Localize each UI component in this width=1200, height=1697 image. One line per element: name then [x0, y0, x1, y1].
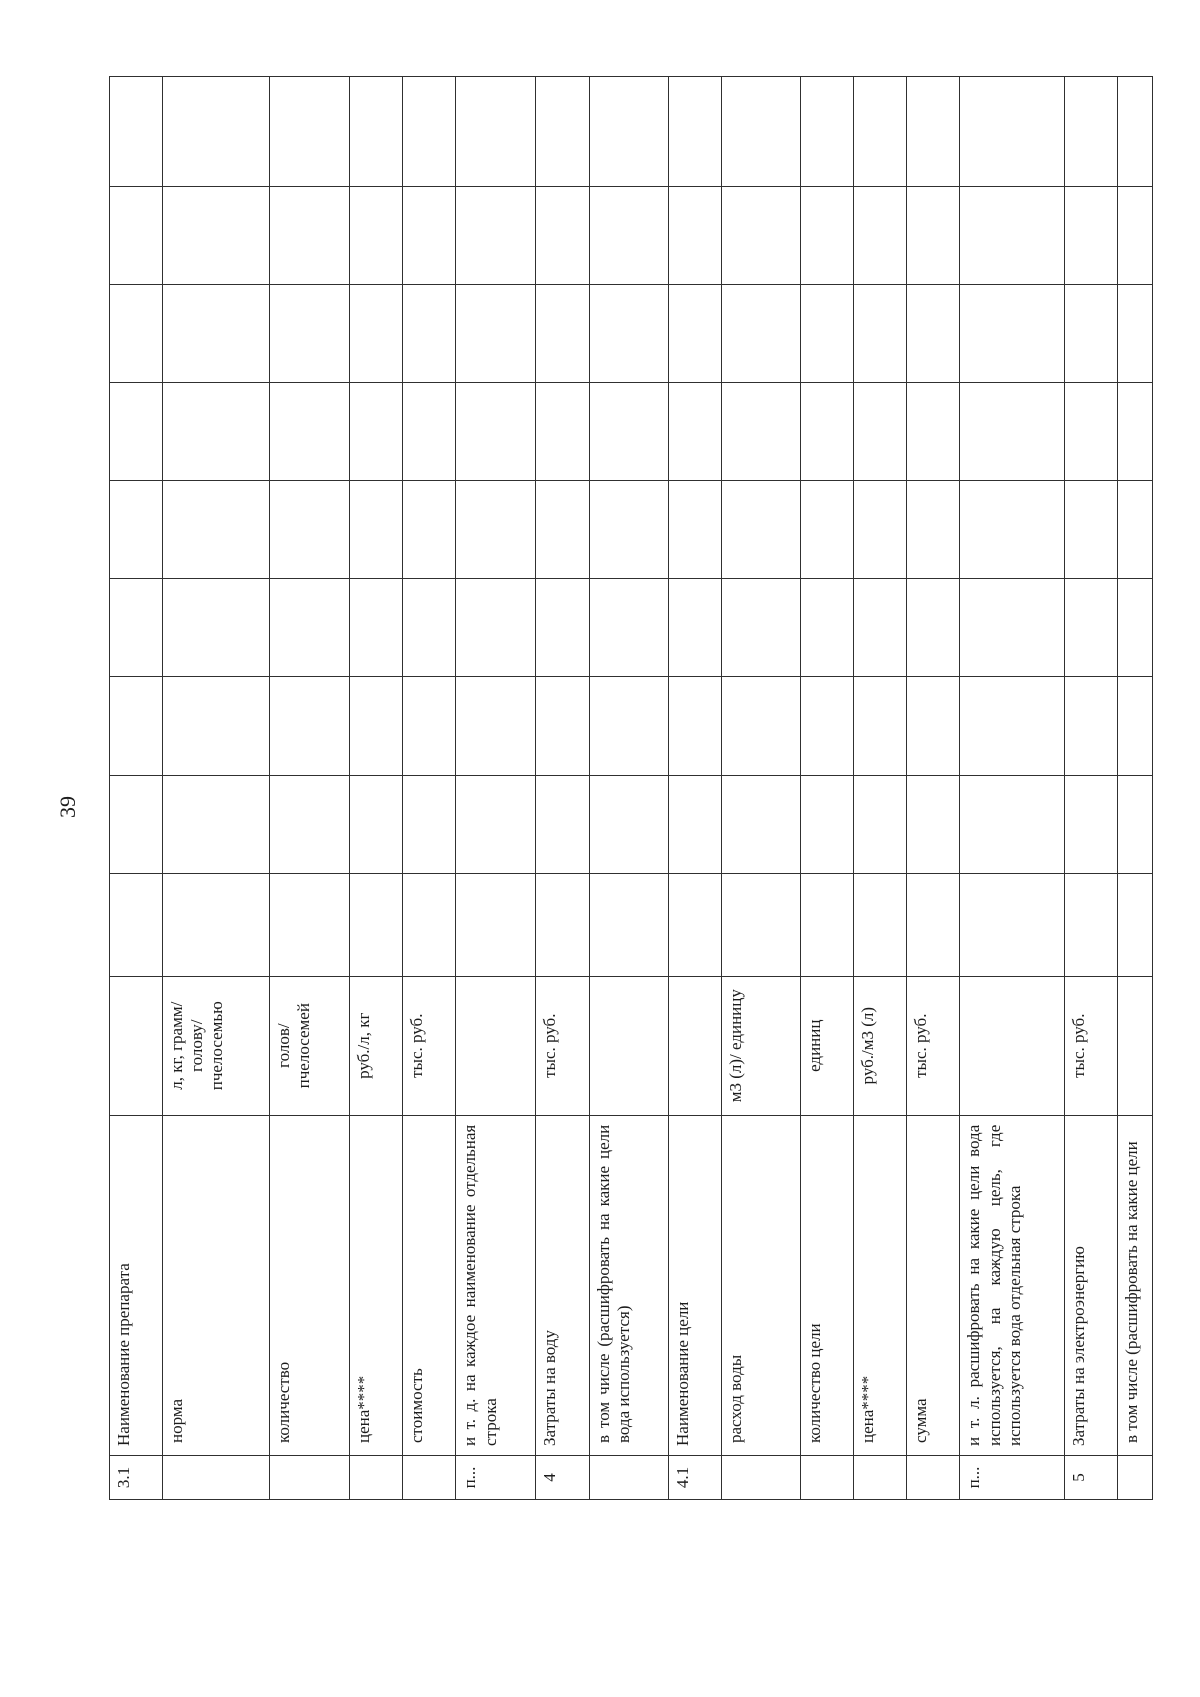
- table-row: [721, 77, 800, 1500]
- value-cell: [349, 383, 402, 481]
- value-cell: [668, 285, 721, 383]
- value-cell: [853, 873, 906, 976]
- value-cell: [536, 677, 589, 775]
- value-cell: [800, 775, 853, 873]
- value-cell: [110, 77, 163, 187]
- value-cell: [269, 77, 349, 187]
- value-cell: [589, 187, 668, 285]
- value-cell: [403, 481, 456, 579]
- row-name-cell: в том числе (расшифровать на какие цели: [1118, 1115, 1153, 1455]
- value-cell: [907, 285, 960, 383]
- row-unit-cell: [668, 976, 721, 1115]
- value-cell: [1064, 481, 1117, 579]
- value-cell: [269, 187, 349, 285]
- value-cell: [456, 77, 536, 187]
- cost-table: [109, 76, 1153, 1500]
- row-unit-cell: тыс. руб.: [907, 976, 960, 1115]
- row-name-cell: Затраты на воду: [536, 1115, 589, 1455]
- value-cell: [536, 775, 589, 873]
- table-row: [456, 77, 536, 1500]
- value-cell: [800, 285, 853, 383]
- value-cell: [960, 677, 1064, 775]
- row-name-cell: цена****: [853, 1115, 906, 1455]
- row-name-cell: количество: [269, 1115, 349, 1455]
- row-unit-cell: [456, 976, 536, 1115]
- row-number-cell: [589, 1455, 668, 1499]
- value-cell: [721, 481, 800, 579]
- value-cell: [1064, 285, 1117, 383]
- value-cell: [1064, 383, 1117, 481]
- value-cell: [456, 285, 536, 383]
- value-cell: [163, 775, 270, 873]
- value-cell: [1064, 873, 1117, 976]
- value-cell: [1118, 677, 1153, 775]
- value-cell: [403, 77, 456, 187]
- value-cell: [589, 677, 668, 775]
- value-cell: [456, 187, 536, 285]
- value-cell: [269, 285, 349, 383]
- value-cell: [907, 677, 960, 775]
- value-cell: [800, 481, 853, 579]
- value-cell: [269, 873, 349, 976]
- value-cell: [800, 873, 853, 976]
- value-cell: [349, 285, 402, 383]
- value-cell: [907, 775, 960, 873]
- table-row: [163, 77, 270, 1500]
- value-cell: [163, 481, 270, 579]
- value-cell: [907, 873, 960, 976]
- table-row: [1064, 77, 1117, 1500]
- value-cell: [536, 873, 589, 976]
- page-number: 39: [55, 796, 80, 818]
- value-cell: [589, 775, 668, 873]
- value-cell: [1118, 187, 1153, 285]
- value-cell: [853, 677, 906, 775]
- value-cell: [403, 187, 456, 285]
- value-cell: [668, 383, 721, 481]
- value-cell: [1118, 285, 1153, 383]
- value-cell: [589, 285, 668, 383]
- value-cell: [110, 873, 163, 976]
- value-cell: [349, 77, 402, 187]
- value-cell: [456, 677, 536, 775]
- value-cell: [853, 579, 906, 677]
- row-unit-cell: [110, 976, 163, 1115]
- value-cell: [1064, 775, 1117, 873]
- row-number-cell: [163, 1455, 270, 1499]
- value-cell: [721, 775, 800, 873]
- value-cell: [536, 187, 589, 285]
- value-cell: [960, 187, 1064, 285]
- row-unit-cell: л, кг, грамм/ голову/ пчелосемью: [163, 976, 270, 1115]
- value-cell: [907, 481, 960, 579]
- value-cell: [110, 481, 163, 579]
- table-row: [269, 77, 349, 1500]
- row-unit-cell: руб./л, кг: [349, 976, 402, 1115]
- row-unit-cell: тыс. руб.: [1064, 976, 1117, 1115]
- row-name-cell: Затраты на электроэнергию: [1064, 1115, 1117, 1455]
- value-cell: [403, 579, 456, 677]
- value-cell: [456, 873, 536, 976]
- value-cell: [853, 187, 906, 285]
- value-cell: [907, 187, 960, 285]
- value-cell: [163, 383, 270, 481]
- value-cell: [721, 873, 800, 976]
- row-number-cell: п...: [960, 1455, 1064, 1499]
- value-cell: [349, 481, 402, 579]
- value-cell: [1118, 579, 1153, 677]
- value-cell: [853, 383, 906, 481]
- row-unit-cell: единиц: [800, 976, 853, 1115]
- value-cell: [668, 579, 721, 677]
- value-cell: [960, 873, 1064, 976]
- value-cell: [668, 775, 721, 873]
- value-cell: [110, 383, 163, 481]
- table-row: [403, 77, 456, 1500]
- value-cell: [110, 579, 163, 677]
- row-number-cell: [403, 1455, 456, 1499]
- value-cell: [668, 187, 721, 285]
- row-unit-cell: [1118, 976, 1153, 1115]
- row-number-cell: [907, 1455, 960, 1499]
- value-cell: [668, 873, 721, 976]
- value-cell: [349, 677, 402, 775]
- value-cell: [163, 77, 270, 187]
- table-row: [536, 77, 589, 1500]
- value-cell: [349, 579, 402, 677]
- value-cell: [960, 77, 1064, 187]
- value-cell: [960, 579, 1064, 677]
- value-cell: [960, 775, 1064, 873]
- value-cell: [269, 579, 349, 677]
- row-number-cell: [269, 1455, 349, 1499]
- value-cell: [668, 77, 721, 187]
- value-cell: [721, 677, 800, 775]
- value-cell: [589, 873, 668, 976]
- value-cell: [269, 775, 349, 873]
- value-cell: [163, 187, 270, 285]
- row-name-cell: в том числе (расшифровать на какие цели вода используется): [589, 1115, 668, 1455]
- value-cell: [269, 677, 349, 775]
- row-name-cell: цена****: [349, 1115, 402, 1455]
- value-cell: [536, 77, 589, 187]
- value-cell: [907, 579, 960, 677]
- value-cell: [1064, 677, 1117, 775]
- value-cell: [456, 579, 536, 677]
- value-cell: [800, 579, 853, 677]
- value-cell: [1064, 579, 1117, 677]
- table-row: [960, 77, 1064, 1500]
- value-cell: [853, 77, 906, 187]
- value-cell: [1064, 187, 1117, 285]
- value-cell: [349, 187, 402, 285]
- value-cell: [721, 77, 800, 187]
- value-cell: [800, 677, 853, 775]
- value-cell: [668, 677, 721, 775]
- value-cell: [721, 383, 800, 481]
- table-row: [907, 77, 960, 1500]
- value-cell: [960, 383, 1064, 481]
- row-unit-cell: [960, 976, 1064, 1115]
- value-cell: [960, 285, 1064, 383]
- row-name-cell: и т. л. расшифровать на какие цели вода используется, на каждую цель, где используется вода отдельная строка: [960, 1115, 1064, 1455]
- row-number-cell: [721, 1455, 800, 1499]
- table-row: [1118, 77, 1153, 1500]
- value-cell: [456, 481, 536, 579]
- row-unit-cell: м3 (л)/ единицу: [721, 976, 800, 1115]
- row-number-cell: 4.1: [668, 1455, 721, 1499]
- value-cell: [110, 775, 163, 873]
- row-unit-cell: тыс. руб.: [403, 976, 456, 1115]
- value-cell: [403, 285, 456, 383]
- value-cell: [1118, 775, 1153, 873]
- row-name-cell: Наименование цели: [668, 1115, 721, 1455]
- value-cell: [536, 481, 589, 579]
- value-cell: [589, 77, 668, 187]
- value-cell: [403, 775, 456, 873]
- table-row: [853, 77, 906, 1500]
- value-cell: [110, 677, 163, 775]
- row-number-cell: 4: [536, 1455, 589, 1499]
- value-cell: [403, 873, 456, 976]
- row-name-cell: сумма: [907, 1115, 960, 1455]
- row-number-cell: [853, 1455, 906, 1499]
- value-cell: [800, 187, 853, 285]
- value-cell: [853, 285, 906, 383]
- value-cell: [853, 775, 906, 873]
- row-name-cell: стоимость: [403, 1115, 456, 1455]
- row-number-cell: п...: [456, 1455, 536, 1499]
- value-cell: [163, 285, 270, 383]
- value-cell: [1064, 77, 1117, 187]
- value-cell: [589, 383, 668, 481]
- value-cell: [110, 285, 163, 383]
- row-number-cell: [1118, 1455, 1153, 1499]
- value-cell: [721, 285, 800, 383]
- row-number-cell: 5: [1064, 1455, 1117, 1499]
- row-number-cell: [349, 1455, 402, 1499]
- value-cell: [800, 77, 853, 187]
- value-cell: [349, 775, 402, 873]
- table-row: [800, 77, 853, 1500]
- row-name-cell: количество цели: [800, 1115, 853, 1455]
- value-cell: [163, 677, 270, 775]
- value-cell: [269, 481, 349, 579]
- value-cell: [456, 775, 536, 873]
- value-cell: [960, 481, 1064, 579]
- row-name-cell: и т. д. на каждое наименование отдельная строка: [456, 1115, 536, 1455]
- value-cell: [163, 873, 270, 976]
- row-unit-cell: [589, 976, 668, 1115]
- value-cell: [163, 579, 270, 677]
- value-cell: [536, 285, 589, 383]
- value-cell: [110, 187, 163, 285]
- value-cell: [800, 383, 853, 481]
- table-row: [668, 77, 721, 1500]
- value-cell: [668, 481, 721, 579]
- value-cell: [907, 77, 960, 187]
- value-cell: [536, 383, 589, 481]
- row-unit-cell: руб./м3 (л): [853, 976, 906, 1115]
- value-cell: [403, 677, 456, 775]
- value-cell: [907, 383, 960, 481]
- table-frame: [109, 76, 1153, 1500]
- value-cell: [403, 383, 456, 481]
- row-unit-cell: тыс. руб.: [536, 976, 589, 1115]
- row-name-cell: Наименование препарата: [110, 1115, 163, 1455]
- table-row: [110, 77, 163, 1500]
- value-cell: [536, 579, 589, 677]
- row-name-cell: норма: [163, 1115, 270, 1455]
- value-cell: [853, 481, 906, 579]
- row-number-cell: 3.1: [110, 1455, 163, 1499]
- value-cell: [589, 481, 668, 579]
- value-cell: [1118, 383, 1153, 481]
- value-cell: [721, 579, 800, 677]
- value-cell: [589, 579, 668, 677]
- value-cell: [721, 187, 800, 285]
- value-cell: [269, 383, 349, 481]
- value-cell: [1118, 873, 1153, 976]
- row-name-cell: расход воды: [721, 1115, 800, 1455]
- value-cell: [1118, 481, 1153, 579]
- table-row: [589, 77, 668, 1500]
- value-cell: [456, 383, 536, 481]
- table-row: [349, 77, 402, 1500]
- value-cell: [349, 873, 402, 976]
- row-unit-cell: голов/ пчелосемей: [269, 976, 349, 1115]
- row-number-cell: [800, 1455, 853, 1499]
- value-cell: [1118, 77, 1153, 187]
